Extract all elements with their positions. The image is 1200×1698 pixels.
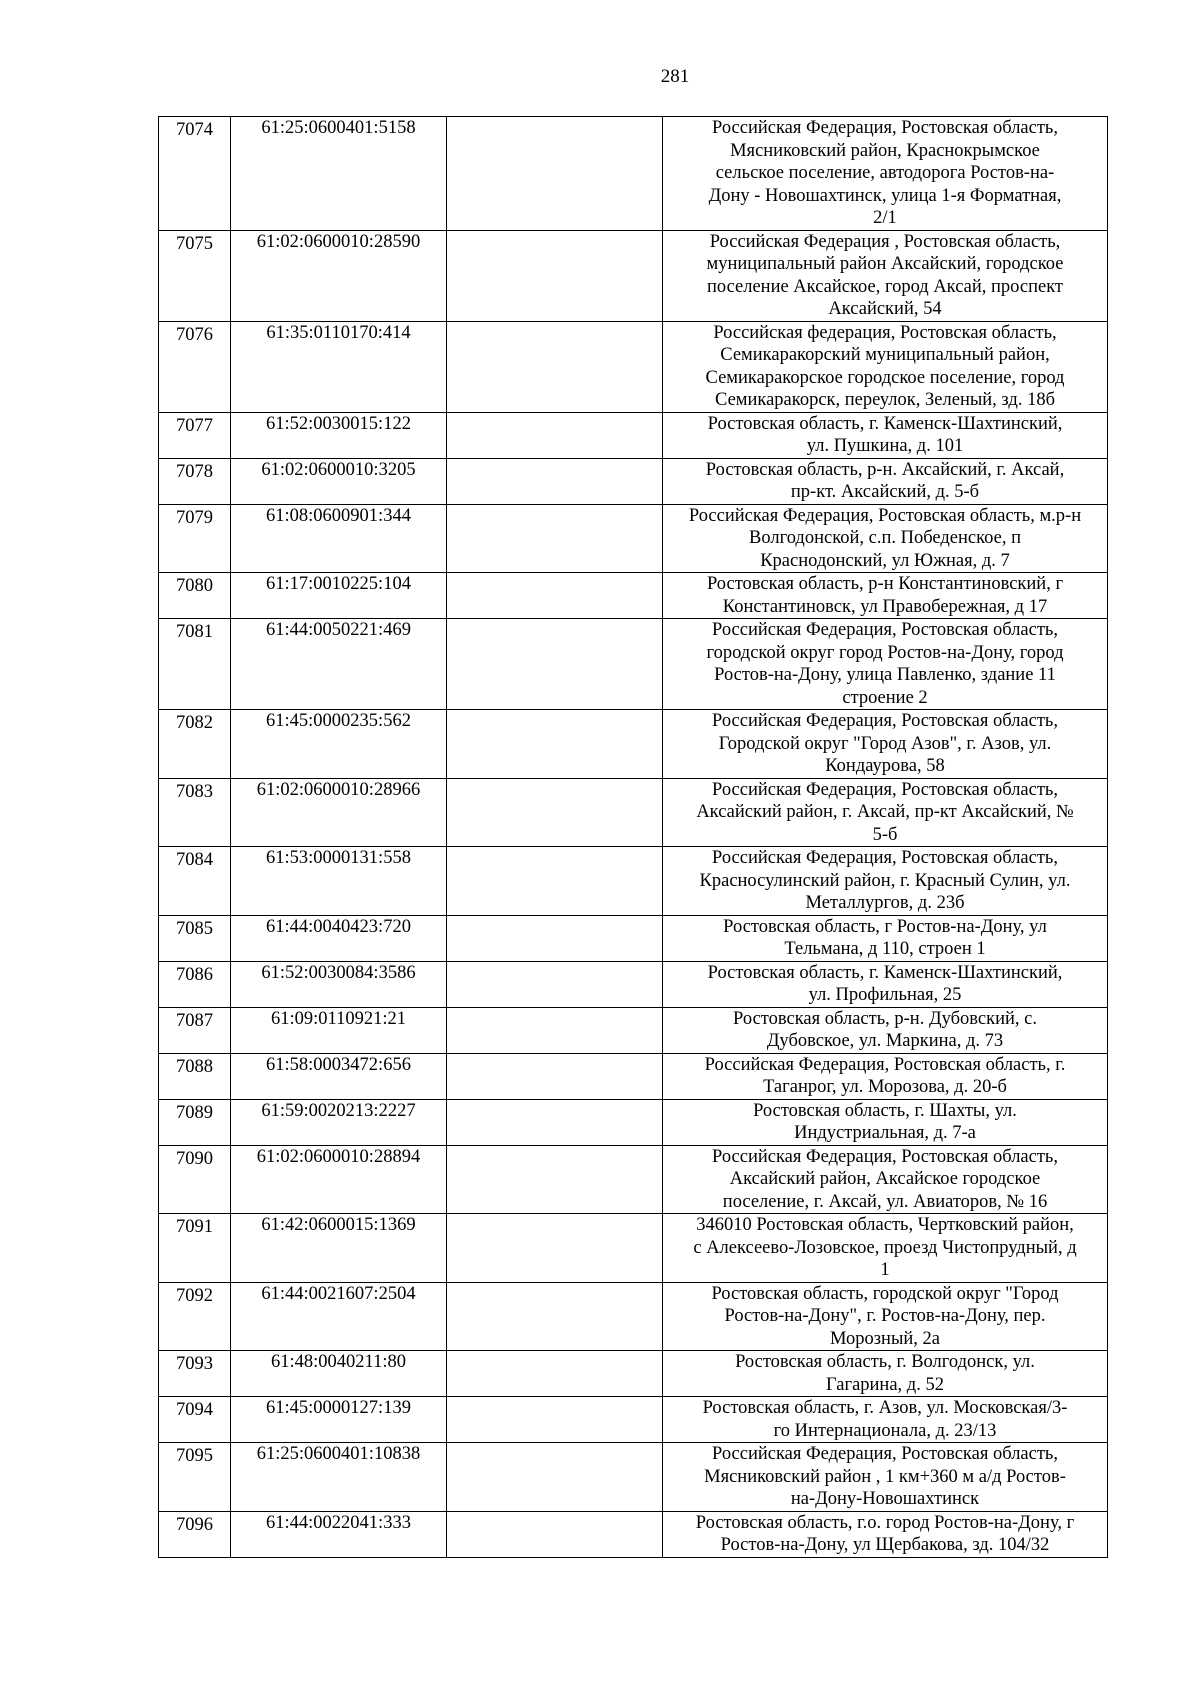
cadastral-number-cell: 61:17:0010225:104 [231,573,447,619]
address-text: Российская Федерация, Ростовская область, Мясниковский район, Краснокрымское сельское поселение, автодорога Ростов-на-Дону - Новошахтинск, улица 1-я Форматная, 2/1 [708,118,1062,228]
table-row [159,1443,1108,1512]
table-row [159,117,1108,231]
address-cell [663,573,1108,619]
row-number-cell: 7076 [159,321,231,412]
table-row [159,710,1108,779]
cadastral-number-cell: 61:02:0600010:28894 [231,1145,447,1214]
address-cell [663,619,1108,710]
empty-cell [447,847,663,916]
table-row [159,230,1108,321]
cadastral-number-cell: 61:44:0021607:2504 [231,1282,447,1351]
row-number-cell: 7081 [159,619,231,710]
cadastral-number-cell: 61:44:0022041:333 [231,1511,447,1557]
row-number-cell: 7092 [159,1282,231,1351]
address-cell [663,117,1108,231]
address-text: Российская федерация, Ростовская область, Семикаракорский муниципальный район, Семикаракорское городское поселение, город Семикаракорск, переулок, Зеленый, зд. 18б [705,322,1065,410]
address-cell [663,1099,1108,1145]
address-text: Российская Федерация, Ростовская область, Аксайский район, г. Аксай, пр-кт Аксайский, № 5-б [696,779,1074,845]
cadastral-number-cell: 61:58:0003472:656 [231,1053,447,1099]
table-row [159,573,1108,619]
address-cell [663,458,1108,504]
row-number-cell: 7086 [159,961,231,1007]
empty-cell [447,1214,663,1283]
address-text: Российская Федерация, Ростовская область, Аксайский район, Аксайское городское поселение, г. Аксай, ул. Авиаторов, № 16 [712,1146,1058,1212]
empty-cell [447,412,663,458]
cadastral-number-cell: 61:53:0000131:558 [231,847,447,916]
cadastral-number-cell: 61:45:0000127:139 [231,1397,447,1443]
address-text: Российская Федерация, Ростовская область, Красносулинский район, г. Красный Сулин, ул. Металлургов, д. 23б [699,848,1071,913]
cadastral-number-cell: 61:25:0600401:10838 [231,1443,447,1512]
row-number-cell: 7082 [159,710,231,779]
property-registry-table [158,116,1108,1558]
row-number-cell: 7089 [159,1099,231,1145]
cadastral-number-cell: 61:52:0030084:3586 [231,961,447,1007]
cadastral-number-cell: 61:42:0600015:1369 [231,1214,447,1283]
empty-cell [447,710,663,779]
address-cell [663,961,1108,1007]
address-cell [663,1214,1108,1283]
address-text: Ростовская область, г. Каменск-Шахтинский, ул. Пушкина, д. 101 [707,413,1063,456]
cadastral-number-cell: 61:52:0030015:122 [231,412,447,458]
table-row [159,1397,1108,1443]
cadastral-number-cell: 61:02:0600010:28590 [231,230,447,321]
table-row [159,321,1108,412]
row-number-cell: 7078 [159,458,231,504]
address-text: Ростовская область, г.о. город Ростов-на-Дону, г Ростов-на-Дону, ул Щербакова, зд. 104/32 [695,1512,1075,1555]
address-cell [663,778,1108,847]
address-text: Российская Федерация , Ростовская область, муниципальный район Аксайский, городское поселение Аксайское, город Аксай, проспект Аксайский, 54 [706,231,1064,319]
page-number: 281 [660,66,690,87]
table-row [159,619,1108,710]
address-cell [663,1351,1108,1397]
address-text: Российская Федерация, Ростовская область, Мясниковский район , 1 км+360 м а/д Ростов-на-Дону-Новошахтинск [704,1444,1066,1509]
row-number-cell: 7074 [159,117,231,231]
address-cell [663,412,1108,458]
address-text: Ростовская область, г. Волгодонск, ул. Гагарина, д. 52 [735,1352,1035,1395]
empty-cell [447,1099,663,1145]
address-cell [663,321,1108,412]
row-number-cell: 7091 [159,1214,231,1283]
table-row [159,1351,1108,1397]
registry-table-body [159,117,1108,1558]
empty-cell [447,230,663,321]
table-row [159,778,1108,847]
address-text: Российская Федерация, Ростовская область, г. Таганрог, ул. Морозова, д. 20-б [704,1054,1066,1097]
row-number-cell: 7079 [159,504,231,573]
address-cell [663,1443,1108,1512]
address-cell [663,1007,1108,1053]
empty-cell [447,1053,663,1099]
address-cell [663,230,1108,321]
address-text: Российская Федерация, Ростовская область, городской округ город Ростов-на-Дону, город Ростов-на-Дону, улица Павленко, здание 11 строение 2 [706,620,1064,708]
row-number-cell: 7083 [159,778,231,847]
table-row [159,1099,1108,1145]
address-text: Ростовская область, г. Каменск-Шахтинский, ул. Профильная, 25 [707,962,1063,1005]
empty-cell [447,321,663,412]
row-number-cell: 7077 [159,412,231,458]
empty-cell [447,573,663,619]
address-cell [663,1511,1108,1557]
table-row [159,504,1108,573]
table-row [159,1053,1108,1099]
row-number-cell: 7096 [159,1511,231,1557]
empty-cell [447,915,663,961]
address-text: Ростовская область, городской округ "Город Ростов-на-Дону", г. Ростов-на-Дону, пер. Морозный, 2а [711,1283,1059,1349]
cadastral-number-cell: 61:25:0600401:5158 [231,117,447,231]
address-cell [663,915,1108,961]
table-row [159,961,1108,1007]
cadastral-number-cell: 61:48:0040211:80 [231,1351,447,1397]
empty-cell [447,117,663,231]
address-cell [663,1145,1108,1214]
address-cell [663,504,1108,573]
address-cell [663,1397,1108,1443]
cadastral-number-cell: 61:35:0110170:414 [231,321,447,412]
empty-cell [447,1351,663,1397]
row-number-cell: 7084 [159,847,231,916]
row-number-cell: 7094 [159,1397,231,1443]
address-cell [663,1053,1108,1099]
address-text: 346010 Ростовская область, Чертковский район, с Алексеево-Лозовское, проезд Чистопрудный, д 1 [693,1215,1077,1280]
address-cell [663,710,1108,779]
empty-cell [447,619,663,710]
cadastral-number-cell: 61:08:0600901:344 [231,504,447,573]
cadastral-number-cell: 61:09:0110921:21 [231,1007,447,1053]
address-text: Ростовская область, г. Шахты, ул. Индустриальная, д. 7-а [753,1100,1017,1143]
address-text: Российская Федерация, Ростовская область, м.р-н Волгодонской, с.п. Победенское, п Краснодонский, ул Южная, д. 7 [688,505,1082,571]
empty-cell [447,1007,663,1053]
address-text: Российская Федерация, Ростовская область, Городской округ "Город Азов", г. Азов, ул. Кондаурова, 58 [712,711,1058,776]
table-row [159,915,1108,961]
cadastral-number-cell: 61:02:0600010:3205 [231,458,447,504]
empty-cell [447,1282,663,1351]
table-row [159,1511,1108,1557]
row-number-cell: 7085 [159,915,231,961]
empty-cell [447,1443,663,1512]
table-row [159,412,1108,458]
empty-cell [447,1397,663,1443]
address-cell [663,847,1108,916]
empty-cell [447,1511,663,1557]
row-number-cell: 7090 [159,1145,231,1214]
cadastral-number-cell: 61:02:0600010:28966 [231,778,447,847]
address-text: Ростовская область, г Ростов-на-Дону, ул Тельмана, д 110, строен 1 [723,916,1047,959]
cadastral-number-cell: 61:45:0000235:562 [231,710,447,779]
row-number-cell: 7095 [159,1443,231,1512]
empty-cell [447,1145,663,1214]
cadastral-number-cell: 61:44:0040423:720 [231,915,447,961]
empty-cell [447,961,663,1007]
address-text: Ростовская область, г. Азов, ул. Московская/3-го Интернационала, д. 23/13 [702,1398,1068,1441]
address-text: Ростовская область, р-н. Аксайский, г. Аксай, пр-кт. Аксайский, д. 5-б [705,459,1065,502]
table-row [159,1282,1108,1351]
empty-cell [447,504,663,573]
row-number-cell: 7075 [159,230,231,321]
table-row [159,847,1108,916]
address-text: Ростовская область, р-н. Дубовский, с. Дубовское, ул. Маркина, д. 73 [733,1008,1037,1051]
row-number-cell: 7080 [159,573,231,619]
row-number-cell: 7087 [159,1007,231,1053]
table-row [159,458,1108,504]
table-row [159,1145,1108,1214]
table-row [159,1214,1108,1283]
table-row [159,1007,1108,1053]
empty-cell [447,778,663,847]
empty-cell [447,458,663,504]
address-text: Ростовская область, р-н Константиновский, г Константиновск, ул Правобережная, д 17 [706,574,1064,617]
row-number-cell: 7088 [159,1053,231,1099]
cadastral-number-cell: 61:44:0050221:469 [231,619,447,710]
address-cell [663,1282,1108,1351]
row-number-cell: 7093 [159,1351,231,1397]
cadastral-number-cell: 61:59:0020213:2227 [231,1099,447,1145]
